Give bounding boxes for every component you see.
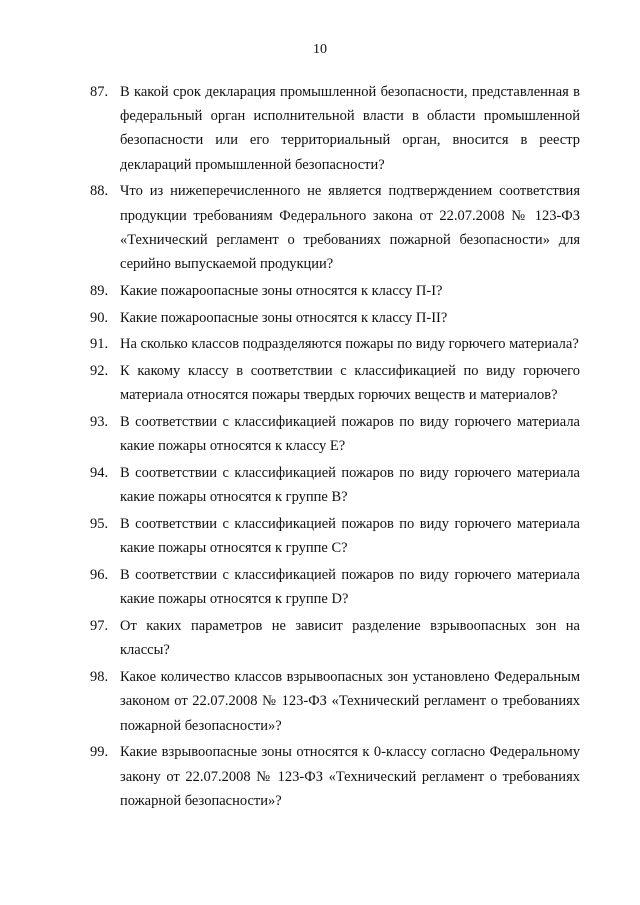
question-item [90,563,580,611]
question-number: 96. [90,567,109,584]
question-item [90,512,580,560]
question-item [90,665,580,738]
question-item [90,306,580,330]
question-item [90,80,580,177]
question-text: В соответствии с классификацией пожаров по виду горючего материала какие пожары относятся к классу Е? [120,414,580,455]
question-item [90,279,580,303]
question-number: 93. [90,414,109,431]
question-text: Что из нижеперечисленного не является подтверждением соответствия продукции требованиям Федерального закона от 22.07.2008 № 123-ФЗ «Технический регламент о требованиях пожарной безопасности» для серийно выпускаемой продукции? [120,183,580,273]
question-text: В соответствии с классификацией пожаров по виду горючего материала какие пожары относятся к группе С? [120,516,580,557]
question-item [90,461,580,509]
question-number: 90. [90,309,109,326]
question-item [90,332,580,356]
question-text: К какому классу в соответствии с классификацией по виду горючего материала относятся пожары твердых горючих веществ и материалов? [120,363,580,404]
page-number: 10 [313,42,327,57]
question-text: На сколько классов подразделяются пожары по виду горючего материала? [120,336,579,353]
question-text: Какое количество классов взрывоопасных зон установлено Федеральным законом от 22.07.2008 № 123-ФЗ «Технический регламент о требованиях пожарной безопасности»? [120,669,580,734]
question-item [90,359,580,407]
question-number: 99. [90,744,109,761]
question-number: 89. [90,282,109,299]
question-number: 87. [90,84,109,100]
question-number: 91. [90,336,109,353]
question-number: 95. [90,516,109,533]
question-text: В какой срок декларация промышленной безопасности, представленная в федеральный орган исполнительной власти в области промышленной безопасности или его территориальный орган, вносится в реестр деклараций промышленной безопасности? [120,84,580,173]
question-item [90,614,580,662]
question-number: 97. [90,618,109,635]
question-text: В соответствии с классификацией пожаров по виду горючего материала какие пожары относятся к группе D? [120,567,580,608]
question-text: Какие взрывоопасные зоны относятся к 0-классу согласно Федеральному закону от 22.07.2008 № 123-ФЗ «Технический регламент о требованиях пожарной безопасности»? [120,744,580,809]
question-number: 98. [90,669,109,686]
question-number: 92. [90,363,109,380]
question-item [90,740,580,813]
question-item [90,179,580,276]
question-text: Какие пожароопасные зоны относятся к классу П-II? [120,309,448,326]
question-list [90,80,580,816]
question-text: От каких параметров не зависит разделение взрывоопасных зон на классы? [120,618,580,659]
question-number: 88. [90,183,109,200]
question-item [90,410,580,458]
question-number: 94. [90,465,109,482]
question-text: В соответствии с классификацией пожаров по виду горючего материала какие пожары относятся к группе В? [120,465,580,506]
question-text: Какие пожароопасные зоны относятся к классу П-I? [120,282,443,299]
